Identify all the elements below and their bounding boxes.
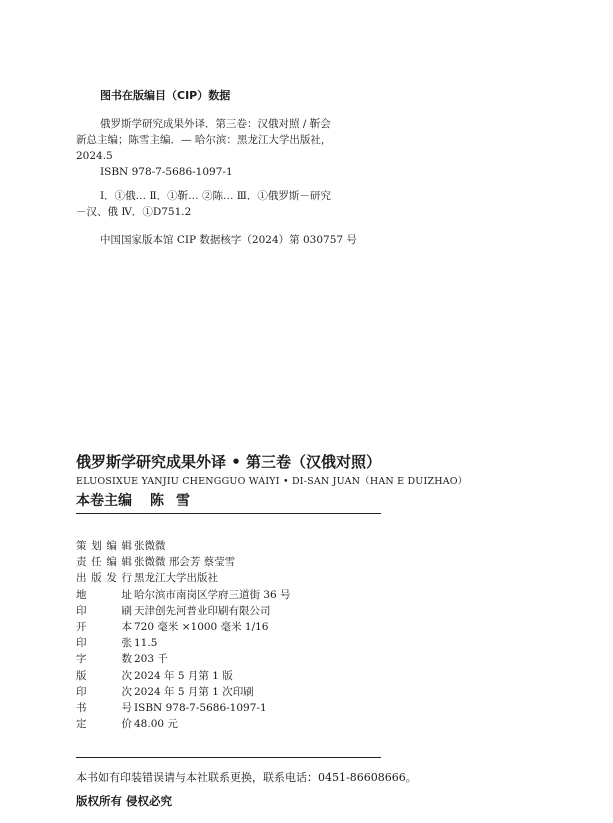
info-value: 哈尔滨市南岗区学府三道街 36 号 xyxy=(134,588,291,601)
editor-name: 陈雪 xyxy=(150,493,202,509)
info-value: 203 千 xyxy=(134,653,168,666)
info-label: 印次 xyxy=(76,685,132,698)
volume-editor xyxy=(76,490,202,510)
info-label: 印刷 xyxy=(76,604,132,617)
publication-info-row xyxy=(76,668,233,684)
info-label: 定价 xyxy=(76,718,132,731)
publication-info-row xyxy=(76,635,157,651)
cip-entry-line: 俄罗斯学研究成果外译．第三卷：汉俄对照 / 靳会 xyxy=(100,118,331,130)
publication-info-row xyxy=(76,651,168,667)
info-label: 开本 xyxy=(76,621,132,633)
publication-info-row xyxy=(76,603,271,619)
info-label: 地址 xyxy=(76,588,132,601)
divider-top xyxy=(76,513,381,514)
publication-info-row xyxy=(76,700,267,716)
cip-core-data: 中国国家版本馆 CIP 数据核字（2024）第 030757 号 xyxy=(100,234,357,246)
info-value: ISBN 978-7-5686-1097-1 xyxy=(134,702,267,714)
cip-entry-line: 新总主编；陈雪主编．— 哈尔滨：黑龙江大学出版社， xyxy=(76,134,332,146)
divider-bottom xyxy=(76,757,381,758)
editor-label: 本卷主编 xyxy=(76,493,132,509)
info-label: 版次 xyxy=(76,669,132,682)
info-value: 黑龙江大学出版社 xyxy=(134,572,218,585)
contact-notice: 本书如有印装错误请与本社联系更换，联系电话：0451-86608666。 xyxy=(76,771,417,784)
cip-entry-line: 2024.5 xyxy=(76,150,113,162)
publication-info-row xyxy=(76,587,291,603)
info-value: 2024 年 5 月第 1 次印刷 xyxy=(134,685,254,698)
cip-classification-line: Ⅰ．①俄… Ⅱ．①靳… ②陈… Ⅲ．①俄罗斯－研究 xyxy=(100,190,331,202)
info-label: 字数 xyxy=(76,653,132,666)
info-value: 张微微 xyxy=(134,540,166,552)
info-label: 策划编辑 xyxy=(76,540,132,552)
publication-info-row xyxy=(76,570,218,586)
rights-statement: 版权所有 侵权必究 xyxy=(76,794,173,808)
info-label: 书号 xyxy=(76,702,132,714)
info-label: 责任编辑 xyxy=(76,556,132,569)
info-value: 11.5 xyxy=(134,637,158,650)
info-label: 出版发行 xyxy=(76,572,132,585)
cip-isbn: ISBN 978-7-5686-1097-1 xyxy=(100,166,233,178)
publication-info-row xyxy=(76,716,178,732)
info-value: 张微微 邢会芳 蔡莹雪 xyxy=(134,556,236,569)
publication-info-row xyxy=(76,554,235,570)
info-value: 48.00 元 xyxy=(134,718,178,731)
info-value: 720 毫米 ×1000 毫米 1/16 xyxy=(134,621,269,633)
info-value: 2024 年 5 月第 1 版 xyxy=(134,669,233,682)
publication-info-row xyxy=(76,619,269,635)
cip-classification-line: －汉、俄 Ⅳ．①D751.2 xyxy=(76,206,192,218)
book-title: 俄罗斯学研究成果外译 • 第三卷（汉俄对照） xyxy=(76,453,382,471)
publication-info-row xyxy=(76,684,254,700)
info-label: 印张 xyxy=(76,637,132,650)
book-pinyin-title: ELUOSIXUE YANJIU CHENGGUO WAIYI • DI-SAN JUAN（HAN E DUIZHAO） xyxy=(76,476,468,487)
publication-info-row xyxy=(76,538,166,554)
info-value: 天津创先河普业印刷有限公司 xyxy=(134,604,271,617)
cip-title: 图书在版编目（CIP）数据 xyxy=(100,89,231,102)
